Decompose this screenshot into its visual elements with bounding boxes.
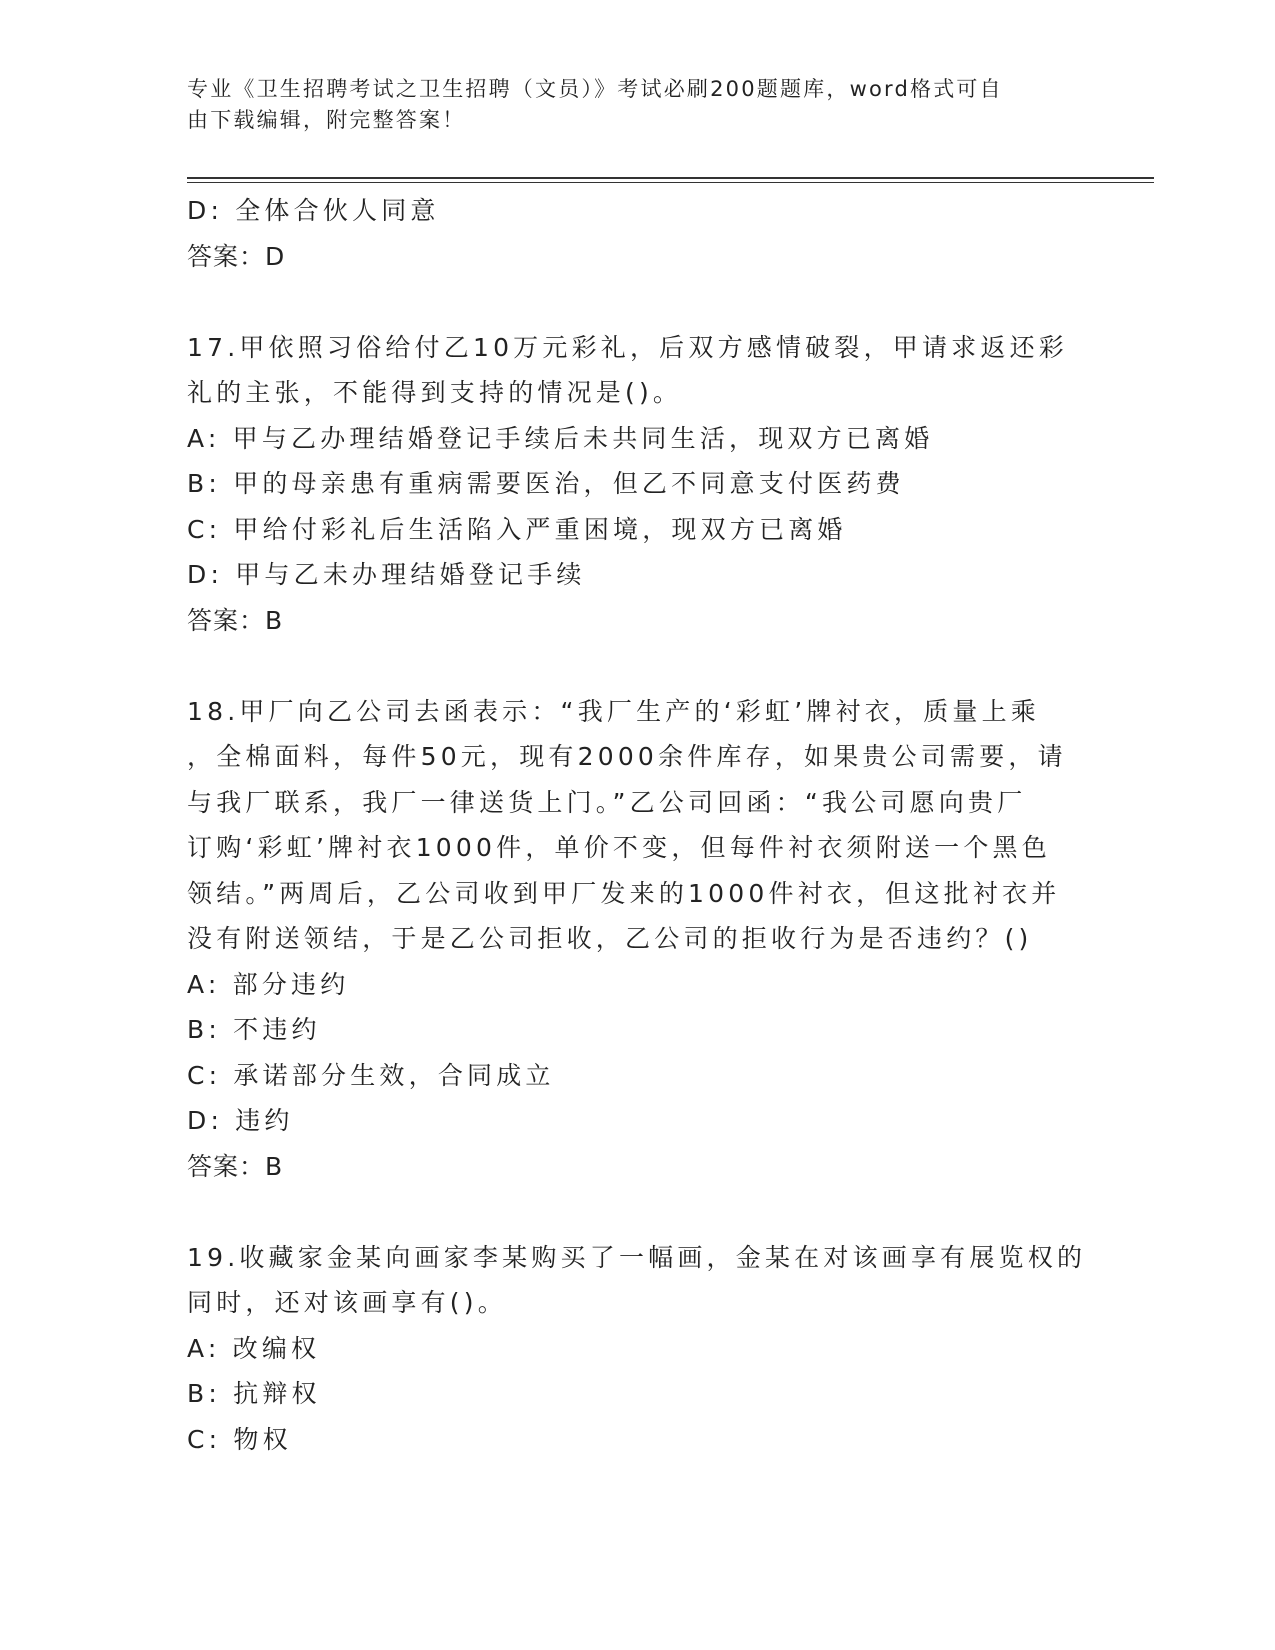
question-19 bbox=[187, 1235, 1087, 1463]
spacer bbox=[187, 643, 1087, 689]
option-a: A: 部分违约 bbox=[187, 969, 350, 999]
option-a: A: 改编权 bbox=[187, 1333, 321, 1363]
spacer bbox=[187, 1189, 1087, 1235]
question-stem-line: 18.甲厂向乙公司去函表示：“我厂生产的‘彩虹’牌衬衣，质量上乘 bbox=[187, 696, 1041, 726]
answer: 答案：B bbox=[187, 605, 284, 635]
question-stem-line: 同时，还对该画享有()。 bbox=[187, 1288, 507, 1317]
spacer bbox=[187, 279, 1087, 325]
option-d: D: 甲与乙未办理结婚登记手续 bbox=[187, 560, 586, 589]
option-a: A: 甲与乙办理结婚登记手续后未共同生活，现双方已离婚 bbox=[187, 423, 934, 453]
option-d: D: 全体合伙人同意 bbox=[187, 196, 440, 225]
question-17 bbox=[187, 325, 1087, 644]
question-stem-line: 礼的主张，不能得到支持的情况是()。 bbox=[187, 378, 683, 407]
question-18 bbox=[187, 689, 1087, 1190]
option-b: B: 抗辩权 bbox=[187, 1379, 321, 1408]
option-c: C: 甲给付彩礼后生活陷入严重困境，现双方已离婚 bbox=[187, 514, 847, 544]
option-d: D: 违约 bbox=[187, 1106, 294, 1135]
option-c: C: 承诺部分生效，合同成立 bbox=[187, 1060, 555, 1090]
question-stem-line: 没有附送领结，于是乙公司拒收，乙公司的拒收行为是否违约？() bbox=[187, 924, 1033, 953]
option-b: B: 不违约 bbox=[187, 1015, 321, 1044]
answer: 答案：B bbox=[187, 1151, 284, 1181]
question-stem-line: 与我厂联系，我厂一律送货上门。”乙公司回函：“我公司愿向贵厂 bbox=[187, 787, 1027, 817]
question-stem-line: 17.甲依照习俗给付乙10万元彩礼，后双方感情破裂，甲请求返还彩 bbox=[187, 332, 1068, 362]
option-b: B: 甲的母亲患有重病需要医治，但乙不同意支付医药费 bbox=[187, 469, 905, 498]
header-line-1: 专业《卫生招聘考试之卫生招聘（文员）》考试必刷200题题库，word格式可自 bbox=[187, 77, 1003, 101]
option-c: C: 物权 bbox=[187, 1424, 292, 1454]
document-header bbox=[187, 74, 1087, 136]
document-body bbox=[187, 188, 1087, 1462]
question-stem-line: ，全棉面料，每件50元，现有2000余件库存，如果贵公司需要，请 bbox=[187, 742, 1067, 771]
header-line-2: 由下载编辑，附完整答案！ bbox=[187, 108, 466, 132]
question-stem-line: 订购‘彩虹’牌衬衣1000件，单价不变，但每件衬衣须附送一个黑色 bbox=[187, 833, 1051, 862]
question-stem-line: 19.收藏家金某向画家李某购买了一幅画，金某在对该画享有展览权的 bbox=[187, 1242, 1087, 1272]
previous-question-tail bbox=[187, 188, 1087, 279]
header-divider-thick bbox=[187, 177, 1154, 179]
question-stem-line: 领结。”两周后，乙公司收到甲厂发来的1000件衬衣，但这批衬衣并 bbox=[187, 878, 1061, 908]
header-divider-thin bbox=[187, 182, 1154, 183]
answer: 答案：D bbox=[187, 241, 286, 271]
